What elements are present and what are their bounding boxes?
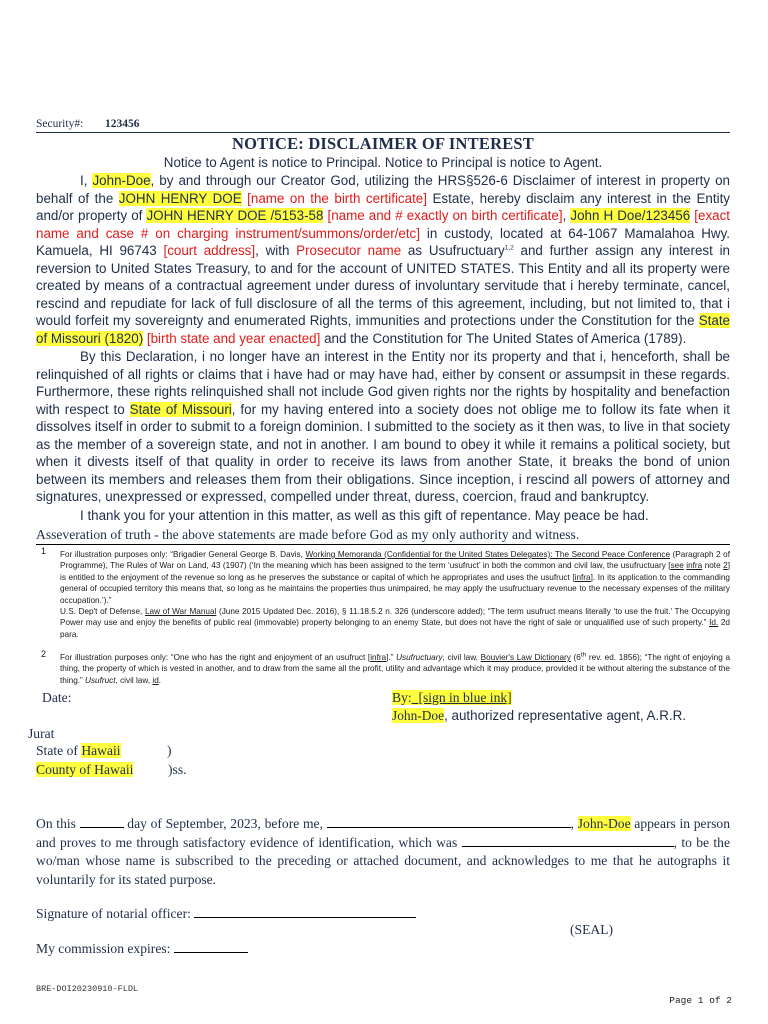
security-label: Security#: <box>36 118 84 130</box>
jurat-county: County of Hawaii )ss. <box>36 762 187 777</box>
security-line <box>36 118 730 133</box>
jurat-state: State of Hawaii ) <box>36 743 172 758</box>
prosecutor-note: Prosecutor name <box>296 243 402 258</box>
signer-title: , authorized representative agent, A.R.R. <box>444 708 686 723</box>
footnote-2: 2 For illustration purposes only: “One who has the right and enjoyment of an usufruct [infra].” Usufructuary, civil law, Bouvier's Law Dictionary (6th rev. ed. 1856); “The right of enjoying a thing, the property of which is vested in another, and to draw from the same all the profit, utility and advantage which it may produce, provided it be without altering the substance of the thing.” Usufruct, civil law, id. <box>41 649 731 685</box>
commission-blank[interactable] <box>174 940 248 953</box>
birth-name-number-highlight: JOHN HENRY DOE /5153-58 <box>146 208 324 223</box>
seal-label: (SEAL) <box>570 922 614 937</box>
paragraph-2: By this Declaration, i no longer have an interest in the Entity nor its property and that i, henceforth, shall be relinquished of all rights or claims that i have had or may have had, either by consent or assumpsit in these regards. Furthermore, these rights relinquished shall not include God given rights nor the rights by hospitality and benefaction with respect to State of Missouri, for my having entered into a society does not oblige me to follow its fate when it dissolves itself in order to submit to a foreign dominion. I submitted to the society as it then was, to live in that society as the member of a sovereign state, and not in another. I am bound to obey it while it remains a political society, but when it divests itself of that quality in order to receive its laws from another State, it breaks the bond of union between its members and releases them from their obligations. Since inception, i rescind all powers of attorney and signatures, unexpressed or expressed, compelled under threat, duress, coercion, fraud and bankruptcy. <box>36 349 730 504</box>
day-blank[interactable] <box>80 815 124 828</box>
name-highlight: John-Doe <box>92 173 151 188</box>
page-number: Page 1 of 2 <box>669 995 732 1006</box>
paragraph-1: I, John-Doe, by and through our Creator God, utilizing the HRS§526-6 Disclaimer of interest in property on behalf of the JOHN HENRY DOE [name on the birth certificate] Estate, hereby disclaim any interest in the Entity and/or property of JOHN HENRY DOE /5153-58 [name and # exactly on birth certificate], John H Doe/123456 [exact name and case # on charging instrument/summons/order/etc] in custody, located at 64-1067 Mamalahoa Hwy. Kamuela, HI 96743 [court address], with Prosecutor name as Usufructuary$^{1,2}$ and further assign any interest in reversion to United States Treasury, to and for the account of UNITED STATES. This Entity and all its property were created by means of a contractual agreement under duress of involuntary servitude that i hereby terminate, cancel, rescind and repudiate for lack of full disclosure of all the terms of this agreement, including, but not limited to, that i would forfeit my sovereignty and enumerated Rights, immunities and protections under the Constitution for the State of Missouri (1820) [birth state and year enacted] and the Constitution for The United States of America (1789). <box>36 173 731 346</box>
instruction-note: [court address] <box>163 243 256 258</box>
identification-blank[interactable] <box>462 834 674 847</box>
jurat-heading: Jurat <box>28 726 55 741</box>
page-title: NOTICE: DISCLAIMER OF INTEREST <box>232 134 534 153</box>
notary-signature-line: Signature of notarial officer: <box>36 905 416 922</box>
state-highlight: State of Missouri (1820) <box>36 313 730 346</box>
footnote-number: 2 <box>41 649 47 659</box>
subtitle: Notice to Agent is notice to Principal. Notice to Principal is notice to Agent. <box>163 155 603 170</box>
paragraph-3: I thank you for your attention in this matter, as well as this gift of repentance. May peace be had. <box>80 507 649 523</box>
commission-line: My commission expires: <box>36 940 248 957</box>
signer-name: John-Doe <box>392 708 445 723</box>
footnote-number: 1 <box>41 546 47 556</box>
footnote-ref: 1,2 <box>504 244 514 252</box>
document-id: BRE-DOI20230910-FLDL <box>36 984 139 994</box>
notary-signature-blank[interactable] <box>194 905 416 918</box>
date-label: Date: <box>42 690 72 705</box>
instruction-note: [name and # exactly on birth certificate] <box>323 208 563 223</box>
birth-name-highlight: JOHN HENRY DOE <box>118 190 242 206</box>
sign-line[interactable]: By:_[sign in blue ink] <box>392 690 512 705</box>
sign-instruction: _[sign in blue ink] <box>411 690 512 705</box>
footnote-1: 1 For illustration purposes only: “Brigadier General George B. Davis, Working Memoranda (Confidential for the United States Delegates): The Second Peace Conference (Paragraph 2 of Programme), The Rules of War on Land, 43 (1907) (‘In the meaning which has been assigned to the term ‘usufruct’ in both the common and civil law, the usufructuary [see infra note 2] is entitled to the enjoyment of the revenue so long as he preserves the substance or capital of which he appropriates and uses the usufruct [infra]. In its application to the commanding general of occupied territory this means that, so long as he maintains the properties thus unimpaired, he may apply the usufructuary revenue to the necessary expenses of the military occupation.’).” U.S. Dep't of Defense, Law of War Manual (June 2015 Updated Dec. 2016), § 11.18.5.2 n. 326 (underscore added); “The term usufruct means literally ‘to use the fruit.’ The Occupying Power may use and enjoy the benefits of public real (immovable) property belonging to an enemy State, but does not have the right of sale or unqualified use of such property.” Id. 2d para. <box>41 546 730 639</box>
body-text <box>36 172 730 524</box>
instruction-note: [exact name and case # on charging instrument/summons/order/etc] <box>36 208 730 241</box>
name-highlight: John-Doe <box>577 816 631 831</box>
state-highlight: State of Missouri <box>129 401 232 417</box>
instruction-note: [name on the birth certificate] <box>241 190 427 206</box>
case-name-highlight: John H Doe/123456 <box>570 208 691 223</box>
signer-line <box>392 708 686 724</box>
notary-acknowledgment: On this day of September, 2023, before me, , John-Doe appears in person and proves to me through satisfactory evidence of identification, which was , to be the wo/man whose name is subscribed to the preceding or attached document, and acknowledges to me that he autographs it voluntarily for its stated purpose. <box>36 816 730 887</box>
security-number: 123456 <box>105 118 140 130</box>
notary-name-blank[interactable] <box>327 815 571 828</box>
instruction-note: [birth state and year enacted] <box>143 330 321 346</box>
asseveration: Asseveration of truth - the above statements are made before God as my only authority and witness. <box>36 527 730 545</box>
